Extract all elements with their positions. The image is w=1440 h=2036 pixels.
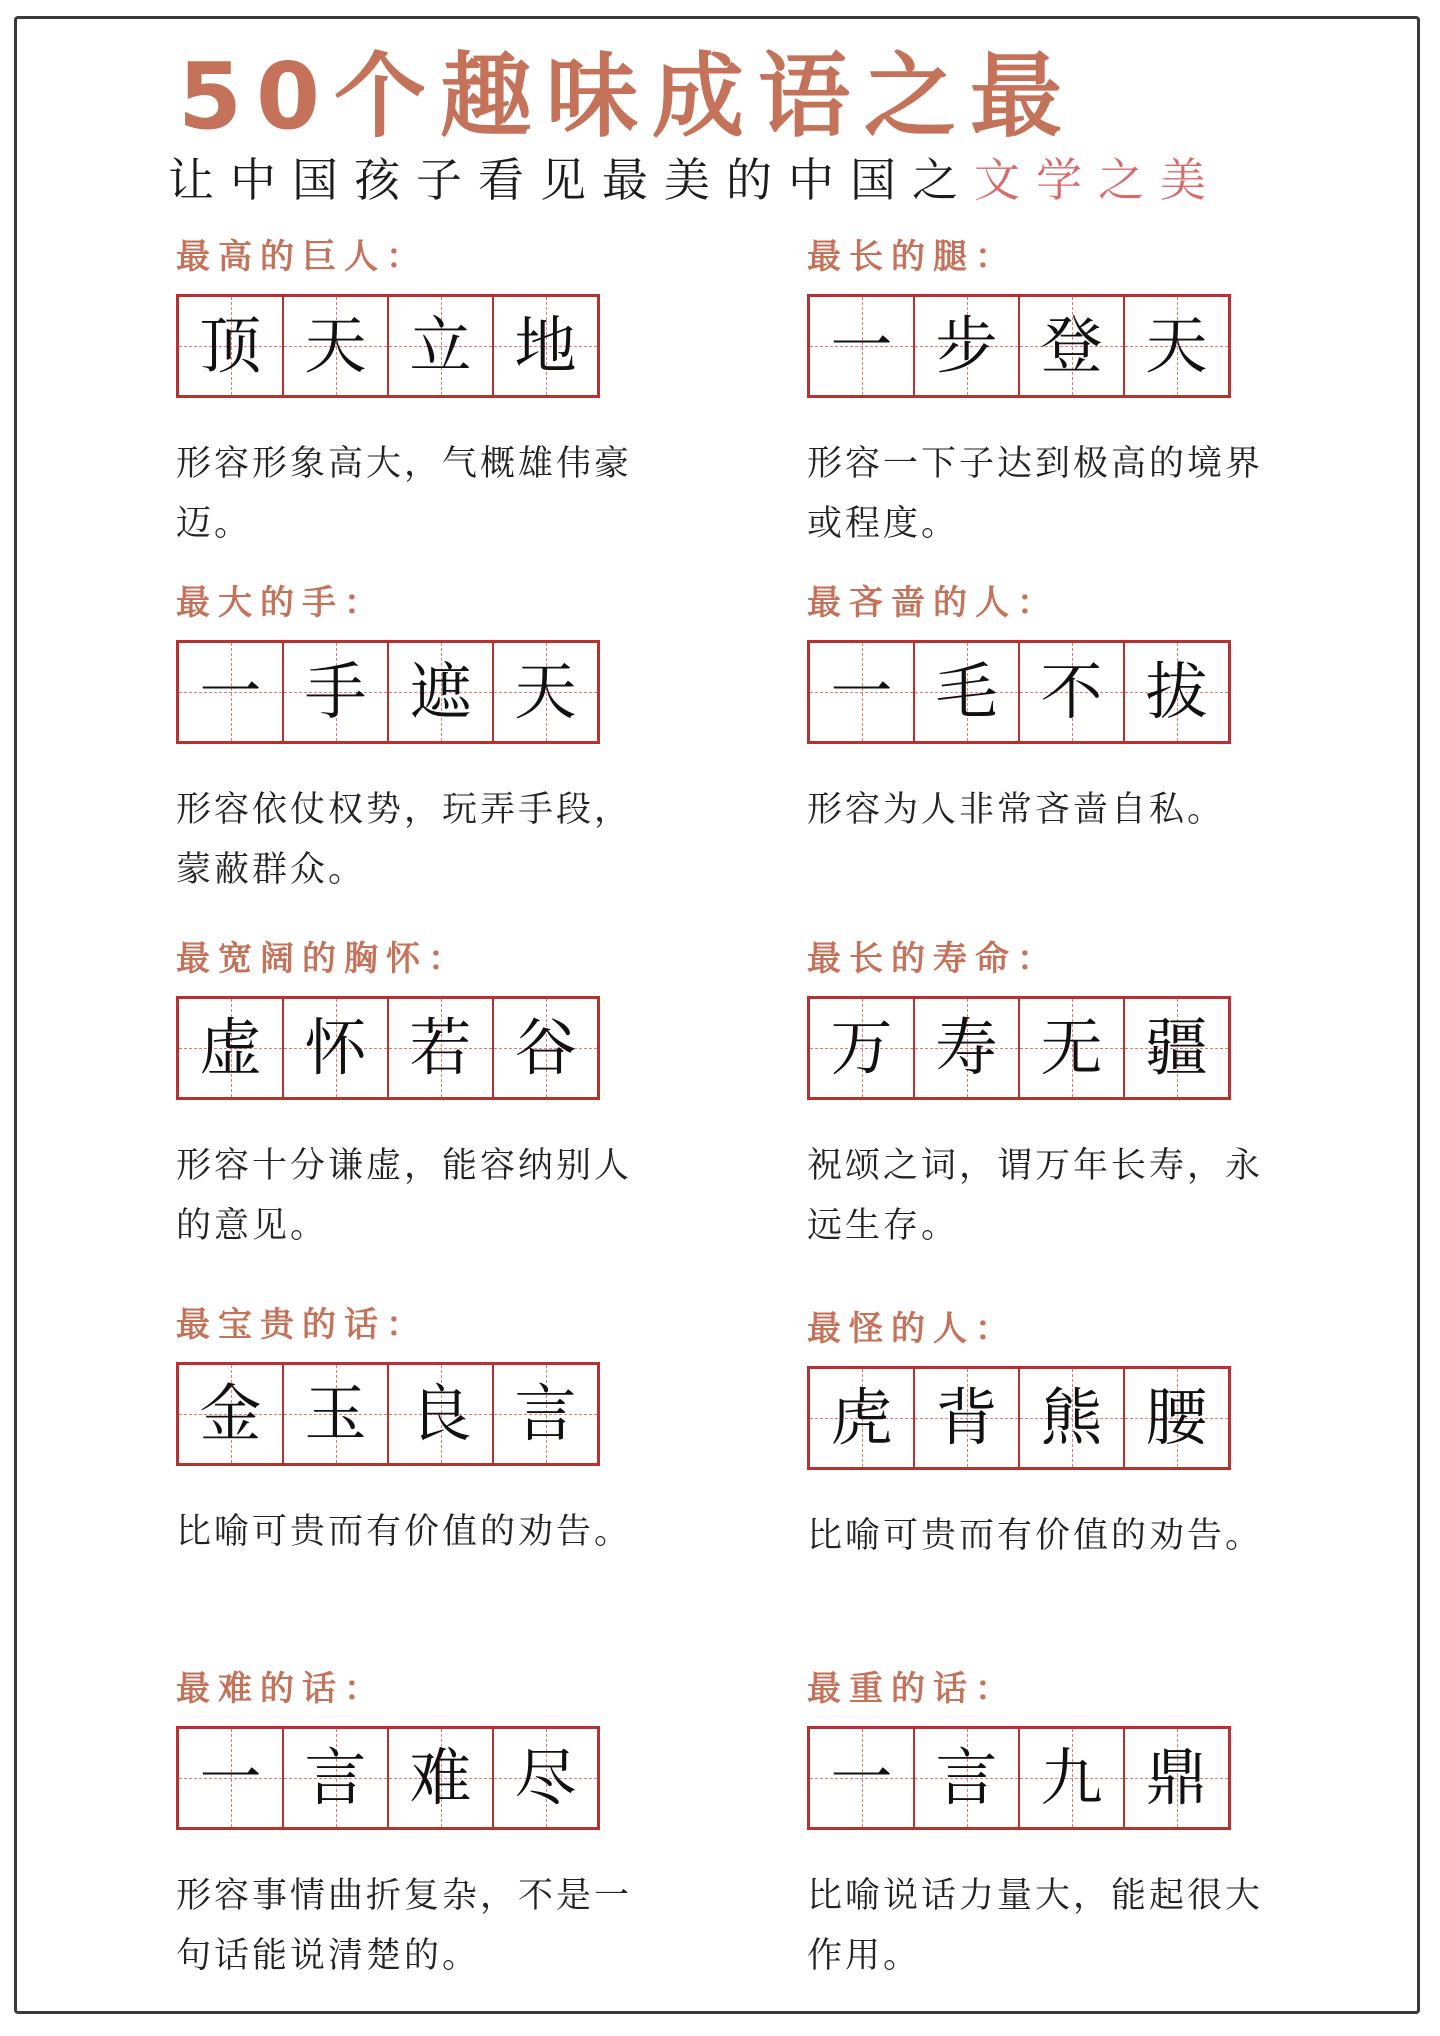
grid-cell [389, 1365, 494, 1463]
idiom-char: 言 [935, 1741, 998, 1814]
idiom-char: 谷 [514, 1011, 577, 1084]
idiom-char: 良 [409, 1377, 472, 1450]
tianzige-grid [176, 996, 600, 1100]
idiom-char: 天 [304, 309, 367, 382]
tianzige-grid [807, 640, 1231, 744]
grid-cell [389, 1729, 494, 1827]
grid-cell [810, 1729, 915, 1827]
idiom-char: 金 [199, 1377, 262, 1450]
entry-description: 比喻可贵而有价值的劝告。 [807, 1516, 1264, 1556]
idiom-char: 毛 [935, 655, 998, 728]
entry-description: 祝颂之词，谓万年长寿，永远生存。 [807, 1146, 1264, 1246]
entry-label: 最重的话： [807, 1669, 1017, 1709]
idiom-char: 背 [935, 1381, 998, 1454]
grid-cell [494, 297, 597, 395]
grid-cell [494, 1365, 597, 1463]
grid-cell [1020, 1729, 1125, 1827]
idiom-char: 一 [199, 655, 262, 728]
grid-cell [179, 999, 284, 1097]
idiom-char: 怀 [304, 1011, 367, 1084]
entry-label: 最高的巨人： [176, 237, 428, 277]
tianzige-grid [807, 996, 1231, 1100]
idiom-char: 顶 [199, 309, 262, 382]
grid-cell [284, 1729, 389, 1827]
grid-cell [284, 999, 389, 1097]
grid-cell [1020, 999, 1125, 1097]
grid-cell [810, 297, 915, 395]
grid-cell [179, 1729, 284, 1827]
grid-cell [1020, 297, 1125, 395]
subtitle-highlight: 文学之美 [974, 153, 1222, 207]
idiom-char: 寿 [935, 1011, 998, 1084]
entry-description: 比喻可贵而有价值的劝告。 [176, 1512, 633, 1552]
entry-label: 最怪的人： [807, 1309, 1017, 1349]
idiom-entry [807, 934, 1287, 1256]
grid-cell [494, 999, 597, 1097]
grid-cell [179, 1365, 284, 1463]
grid-cell [915, 999, 1020, 1097]
idiom-entry [807, 1304, 1287, 1566]
entry-label: 最宽阔的胸怀： [176, 939, 470, 979]
grid-cell [179, 643, 284, 741]
idiom-entry [176, 1664, 656, 1986]
entry-description: 比喻说话力量大，能起很大作用。 [807, 1876, 1264, 1976]
grid-cell [284, 1365, 389, 1463]
idiom-char: 玉 [304, 1377, 367, 1450]
idiom-char: 天 [514, 655, 577, 728]
idiom-char: 鼎 [1145, 1741, 1208, 1814]
idiom-entry [807, 232, 1287, 554]
grid-cell [389, 297, 494, 395]
entry-description: 形容一下子达到极高的境界或程度。 [807, 444, 1264, 544]
entry-label: 最难的话： [176, 1669, 386, 1709]
grid-cell [1020, 1369, 1125, 1467]
idiom-char: 万 [830, 1011, 893, 1084]
idiom-char: 疆 [1145, 1011, 1208, 1084]
idiom-char: 天 [1145, 309, 1208, 382]
grid-cell [915, 297, 1020, 395]
subtitle-text: 让中国孩子看见最美的中国之 [168, 153, 974, 207]
entry-description: 形容事情曲折复杂，不是一句话能说清楚的。 [176, 1876, 633, 1976]
entry-description: 形容十分谦虚，能容纳别人的意见。 [176, 1146, 633, 1246]
idiom-entry [807, 1664, 1287, 1986]
idiom-entry [176, 578, 656, 900]
idiom-char: 一 [830, 309, 893, 382]
grid-cell [284, 643, 389, 741]
grid-cell [494, 643, 597, 741]
idiom-char: 拔 [1145, 655, 1208, 728]
grid-cell [1125, 297, 1228, 395]
idiom-char: 九 [1040, 1741, 1103, 1814]
grid-cell [915, 1729, 1020, 1827]
entry-label: 最宝贵的话： [176, 1305, 428, 1345]
grid-cell [179, 297, 284, 395]
idiom-char: 不 [1040, 655, 1103, 728]
entry-description: 形容依仗权势，玩弄手段，蒙蔽群众。 [176, 790, 633, 890]
idiom-char: 一 [199, 1741, 262, 1814]
grid-cell [284, 297, 389, 395]
idiom-char: 腰 [1145, 1381, 1208, 1454]
tianzige-grid [176, 1362, 600, 1466]
entry-description: 形容形象高大，气概雄伟豪迈。 [176, 444, 633, 544]
entry-label: 最长的腿： [807, 237, 1017, 277]
page-subtitle [168, 152, 1318, 208]
entry-label: 最大的手： [176, 583, 386, 623]
page-title: 50个趣味成语之最 [178, 43, 1077, 150]
idiom-char: 手 [304, 655, 367, 728]
idiom-entry [807, 578, 1287, 840]
grid-cell [915, 643, 1020, 741]
grid-cell [810, 1369, 915, 1467]
tianzige-grid [176, 640, 600, 744]
tianzige-grid [807, 1366, 1231, 1470]
grid-cell [1125, 643, 1228, 741]
idiom-entry [176, 1300, 656, 1562]
idiom-char: 立 [409, 309, 472, 382]
entry-description: 形容为人非常吝啬自私。 [807, 790, 1226, 830]
idiom-char: 地 [514, 309, 577, 382]
idiom-char: 言 [304, 1741, 367, 1814]
grid-cell [1125, 999, 1228, 1097]
tianzige-grid [176, 294, 600, 398]
entry-label: 最长的寿命： [807, 939, 1059, 979]
grid-cell [1020, 643, 1125, 741]
grid-cell [915, 1369, 1020, 1467]
tianzige-grid [807, 294, 1231, 398]
idiom-entry [176, 232, 656, 554]
idiom-entry [176, 934, 656, 1256]
idiom-char: 熊 [1040, 1381, 1103, 1454]
idiom-char: 言 [514, 1377, 577, 1450]
idiom-char: 虚 [199, 1011, 262, 1084]
grid-cell [810, 643, 915, 741]
grid-cell [1125, 1369, 1228, 1467]
idiom-char: 若 [409, 1011, 472, 1084]
grid-cell [494, 1729, 597, 1827]
tianzige-grid [807, 1726, 1231, 1830]
idiom-char: 一 [830, 655, 893, 728]
idiom-char: 登 [1040, 309, 1103, 382]
grid-cell [389, 999, 494, 1097]
idiom-char: 尽 [514, 1741, 577, 1814]
idiom-char: 无 [1040, 1011, 1103, 1084]
idiom-char: 遮 [409, 655, 472, 728]
idiom-char: 一 [830, 1741, 893, 1814]
idiom-char: 难 [409, 1741, 472, 1814]
tianzige-grid [176, 1726, 600, 1830]
idiom-char: 步 [935, 309, 998, 382]
grid-cell [1125, 1729, 1228, 1827]
entry-label: 最吝啬的人： [807, 583, 1059, 623]
grid-cell [810, 999, 915, 1097]
idiom-char: 虎 [830, 1381, 893, 1454]
grid-cell [389, 643, 494, 741]
